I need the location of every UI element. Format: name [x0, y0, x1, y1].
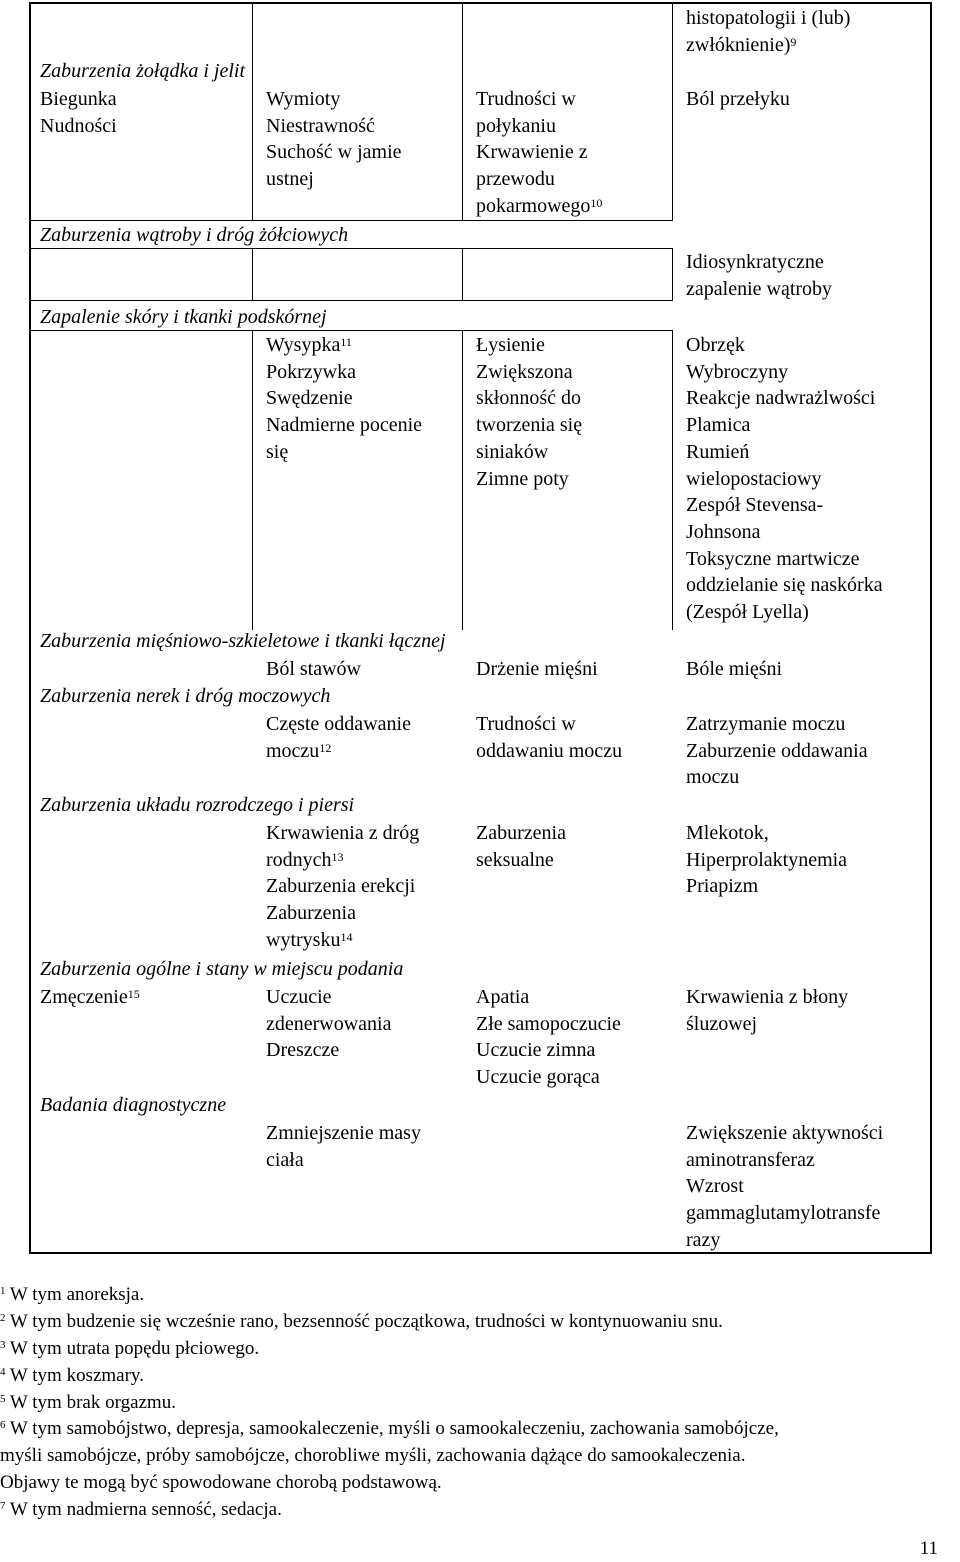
musculo-col2: Ból stawów — [266, 658, 361, 680]
kidney-col4: Zatrzymanie moczu Zaburzenie oddawania moczu — [686, 713, 868, 789]
top-col4-text: histopatologii i (lub) zwłóknienie)$^9$ — [686, 7, 851, 56]
section-heading-diagnostics: Badania diagnostyczne — [40, 1094, 227, 1116]
kidney-col3: Trudności w oddawaniu moczu — [476, 713, 623, 762]
section-heading-reproductive: Zaburzenia układu rozrodczego i piersi — [40, 794, 355, 816]
footnote-2: $^2$ W tym budzenie się wcześnie rano, bezsenność początkowa, trudności w kontynuowaniu snu. — [0, 1311, 723, 1332]
footnote-6: $^6$ W tym samobójstwo, depresja, samookaleczenie, myśli o samookaleczeniu, zachowania samobójcze, — [0, 1418, 779, 1439]
gastro-col2: Wymioty Niestrawność Suchość w jamie ustnej — [266, 88, 402, 191]
musculo-col4: Bóle mięśni — [686, 658, 783, 680]
section-heading-general: Zaburzenia ogólne i stany w miejscu podania — [40, 958, 404, 980]
gastro-col4: Ból przełyku — [686, 88, 790, 110]
reproductive-col4: Mlekotok, Hiperprolaktynemia Priapizm — [686, 822, 848, 898]
footnote-1: $^1$ W tym anoreksja. — [0, 1284, 145, 1305]
footnote-7: $^7$ W tym nadmierna senność, sedacja. — [0, 1499, 282, 1520]
general-col2: Uczucie zdenerwowania Dreszcze — [266, 986, 392, 1062]
section-heading-skin: Zapalenie skóry i tkanki podskórnej — [40, 306, 327, 328]
reproductive-col2: Krwawienia z dróg rodnych$^{13}$ Zaburzenia erekcji Zaburzenia wytrysku$^{14}$ — [266, 822, 420, 951]
general-col1: Zmęczenie$^{15}$ — [40, 986, 140, 1008]
footnote-3: $^3$ W tym utrata popędu płciowego. — [0, 1338, 260, 1359]
skin-col4: Obrzęk Wybroczyny Reakcje nadwrażlwości Plamica Rumień wielopostaciowy Zespół Stevensa- Johnsona Toksyczne martwicze oddzielanie się naskórka (Zespół Lyella) — [686, 334, 883, 624]
gastro-col1: Biegunka Nudności — [40, 88, 117, 137]
footnote-5: $^5$ W tym brak orgazmu. — [0, 1392, 176, 1413]
general-col4: Krwawienia z błony śluzowej — [686, 986, 849, 1035]
reproductive-col3: Zaburzenia seksualne — [476, 822, 566, 871]
skin-col2: Wysypka$^{11}$ Pokrzywka Swędzenie Nadmierne pocenie się — [266, 334, 423, 463]
kidney-col2: Częste oddawanie moczu$^{12}$ — [266, 713, 411, 762]
diagnostics-col2: Zmniejszenie masy ciała — [266, 1122, 421, 1171]
section-heading-liver: Zaburzenia wątroby i dróg żółciowych — [40, 224, 349, 246]
page-number: 11 — [919, 1538, 938, 1559]
skin-col3: Łysienie Zwiększona skłonność do tworzenia się siniaków Zimne poty — [476, 334, 583, 490]
footnote-4: $^4$ W tym koszmary. — [0, 1365, 144, 1386]
footnote-6-cont1: myśli samobójcze, próby samobójcze, chorobliwe myśli, zachowania dążące do samookaleczenia. — [0, 1445, 746, 1466]
musculo-col3: Drżenie mięśni — [476, 658, 598, 680]
gastro-col3: Trudności w połykaniu Krwawienie z przewodu pokarmowego$^{10}$ — [476, 88, 603, 217]
section-heading-gastro: Zaburzenia żołądka i jelit — [40, 60, 245, 82]
general-col3: Apatia Złe samopoczucie Uczucie zimna Uczucie gorąca — [476, 986, 621, 1089]
diagnostics-col4: Zwiększenie aktywności aminotransferaz Wzrost gammaglutamylotransfe razy — [686, 1122, 884, 1251]
section-heading-kidney: Zaburzenia nerek i dróg moczowych — [40, 685, 331, 707]
liver-col4: Idiosynkratyczne zapalenie wątroby — [686, 251, 833, 300]
section-heading-musculoskeletal: Zaburzenia mięśniowo-szkieletowe i tkanki łącznej — [40, 630, 446, 652]
footnote-6-cont2: Objawy te mogą być spowodowane chorobą podstawową. — [0, 1472, 442, 1493]
